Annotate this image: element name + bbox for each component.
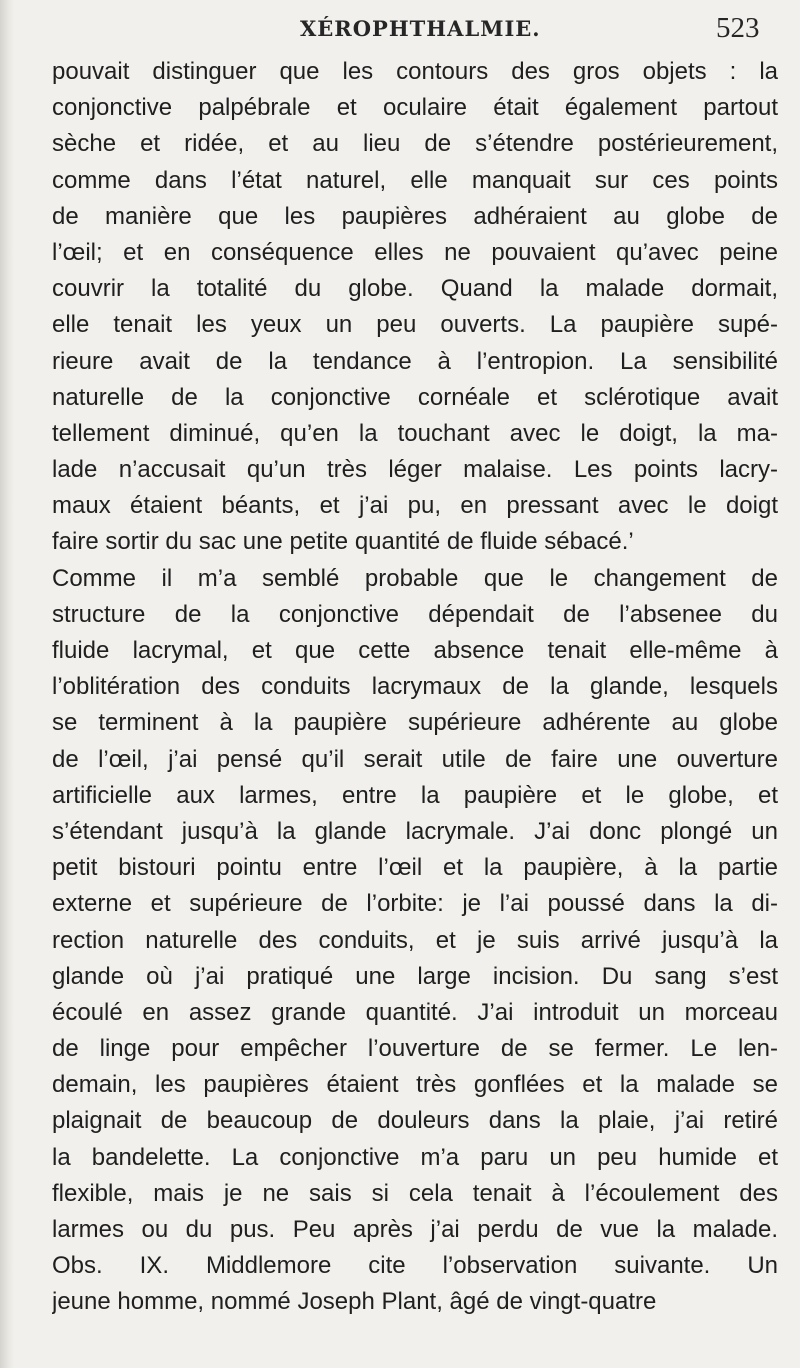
text-line: s’étendant jusqu’à la glande lacrymale. J’ai donc plongé un: [52, 817, 778, 845]
text-line: lade n’accusait qu’un très léger malaise. Les points lacry-: [52, 456, 778, 484]
running-head: [0, 12, 800, 44]
text-line: écoulé en assez grande quantité. J’ai introduit un morceau: [52, 998, 778, 1026]
text-line: plaignait de beaucoup de douleurs dans la plaie, j’ai retiré: [52, 1107, 778, 1135]
text-line: Comme il m’a semblé probable que le changement de: [52, 564, 778, 592]
text-line: Obs. IX. Middlemore cite l’observation suivante. Un: [52, 1252, 778, 1280]
text-line: naturelle de la conjonctive cornéale et sclérotique avait: [52, 383, 778, 411]
text-line: tellement diminué, qu’en la touchant avec le doigt, la ma-: [52, 419, 778, 447]
text-line: demain, les paupières étaient très gonflées et la malade se: [52, 1071, 778, 1099]
text-line: jeune homme, nommé Joseph Plant, âgé de vingt-quatre: [52, 1288, 657, 1316]
text-line: artificielle aux larmes, entre la paupière et le globe, et: [52, 781, 778, 809]
text-line: de l’œil, j’ai pensé qu’il serait utile de faire une ouverture: [52, 745, 778, 773]
text-line: rieure avait de la tendance à l’entropion. La sensibilité: [52, 347, 778, 375]
text-line: maux étaient béants, et j’ai pu, en pressant avec le doigt: [52, 492, 778, 520]
text-line: couvrir la totalité du globe. Quand la malade dormait,: [52, 275, 778, 303]
text-line: larmes ou du pus. Peu après j’ai perdu de vue la malade.: [52, 1216, 778, 1243]
text-line: faire sortir du sac une petite quantité de fluide sébacé.’: [52, 528, 634, 556]
text-line: elle tenait les yeux un peu ouverts. La paupière supé-: [52, 311, 778, 339]
text-line: flexible, mais je ne sais si cela tenait à l’écoulement des: [52, 1179, 778, 1207]
text-line: petit bistouri pointu entre l’œil et la paupière, à la partie: [52, 854, 778, 882]
text-line: glande où j’ai pratiqué une large incision. Du sang s’est: [52, 962, 778, 990]
text-line: l’œil; et en conséquence elles ne pouvaient qu’avec peine: [52, 238, 778, 266]
text-line: se terminent à la paupière supérieure adhérente au globe: [52, 709, 778, 737]
text-line: de manière que les paupières adhéraient au globe de: [52, 202, 778, 230]
text-line: rection naturelle des conduits, et je suis arrivé jusqu’à la: [52, 926, 778, 954]
text-line: l’oblitération des conduits lacrymaux de la glande, lesquels: [52, 673, 778, 701]
body-text: [52, 54, 778, 1321]
text-line: structure de la conjonctive dépendait de l’absenee du: [52, 600, 778, 628]
text-line: conjonctive palpébrale et oculaire était également partout: [52, 94, 778, 122]
text-line: externe et supérieure de l’orbite: je l’ai poussé dans la di-: [52, 890, 778, 918]
text-line: de linge pour empêcher l’ouverture de se fermer. Le len-: [52, 1035, 778, 1063]
text-line: sèche et ridée, et au lieu de s’étendre postérieurement,: [52, 130, 778, 158]
text-line: fluide lacrymal, et que cette absence tenait elle-même à: [52, 637, 778, 664]
text-line: comme dans l’état naturel, elle manquait sur ces points: [52, 166, 778, 194]
page-number: 523: [716, 12, 760, 44]
running-title: XÉROPHTHALMIE.: [300, 16, 541, 41]
text-line: pouvait distinguer que les contours des gros objets : la: [52, 58, 778, 85]
binding-shadow: [0, 0, 14, 1368]
text-line: la bandelette. La conjonctive m’a paru un peu humide et: [52, 1143, 778, 1171]
